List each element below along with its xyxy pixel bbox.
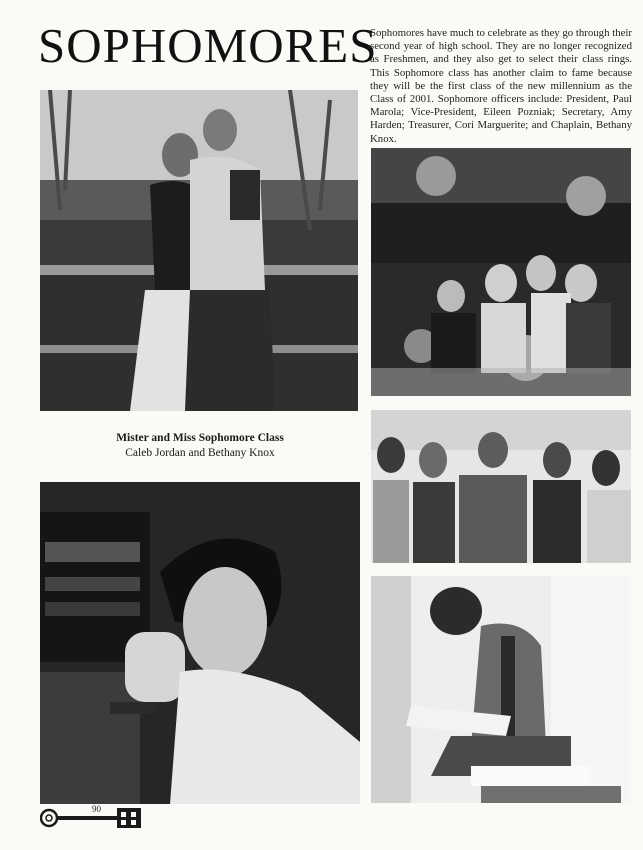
page-number: 90 xyxy=(92,804,101,814)
page-title: SOPHOMORES xyxy=(38,18,378,73)
intro-paragraph: Sophomores have much to celebrate as they go through their second year of high school. They are no longer recognized as Freshmen, and they also get to select their class rings. This Sophomore class has another claim to fame because they will be the first class of the new millennium as the Class of 2001. Sophomore officers include: President, Paul Marola; Vice-President, Eileen Pozniak; Secretary, Amy Harden; Treasurer, Cori Marguerite; and Chaplain, Bethany Knox. xyxy=(370,27,632,145)
caption-names: Caleb Jordan and Bethany Knox xyxy=(125,447,275,459)
caption-title: Mister and Miss Sophomore Class xyxy=(116,432,284,444)
photo-student-writing xyxy=(371,576,631,803)
photo-couple xyxy=(40,90,358,411)
photo-officers xyxy=(371,410,631,563)
photo-student-console xyxy=(40,482,360,804)
photo-crowd-balloons xyxy=(371,148,631,396)
photo-caption xyxy=(40,431,360,461)
